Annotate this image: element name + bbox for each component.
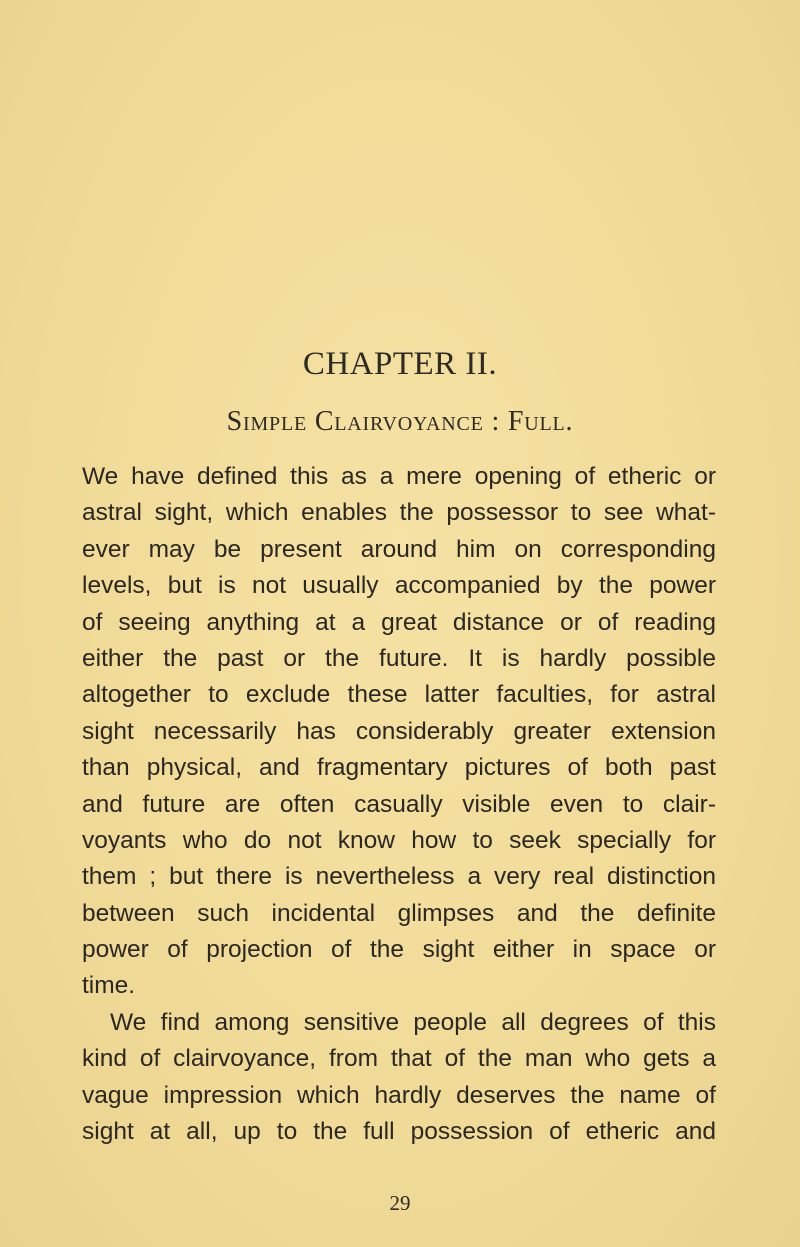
text-line: altogether to exclude these latter faculties, for astral: [82, 681, 716, 709]
text-line: of seeing anything at a great distance or of reading: [82, 608, 716, 636]
text-line: between such incidental glimpses and the definite: [82, 899, 716, 927]
chapter-heading: CHAPTER II.: [302, 346, 498, 382]
text-line: either the past or the future. It is hardly possible: [82, 644, 716, 672]
text-line: We have defined this as a mere opening of etheric or: [82, 463, 716, 490]
text-line: power of projection of the sight either in space or: [82, 936, 716, 964]
body-text: [82, 459, 716, 1150]
text-line: levels, but is not usually accompanied by the power: [82, 572, 716, 600]
text-line: vague impression which hardly deserves the name of: [82, 1081, 716, 1109]
text-line: We find among sensitive people all degrees of this: [110, 1008, 716, 1036]
text-line: than physical, and fragmentary pictures of both past: [82, 754, 716, 782]
chapter-subtitle: Simple Clairvoyance : Full.: [226, 406, 574, 437]
text-line: voyants who do not know how to seek specially for: [82, 826, 716, 854]
text-line: sight at all, up to the full possession of etheric and: [82, 1118, 716, 1146]
text-line: sight necessarily has considerably greater extension: [82, 717, 716, 745]
text-line: time.: [82, 972, 136, 1000]
text-line: ever may be present around him on corresponding: [82, 535, 716, 563]
page-number: 29: [389, 1191, 411, 1215]
text-line: and future are often casually visible even to clair-: [82, 790, 716, 818]
text-line: astral sight, which enables the possessor to see what-: [82, 499, 716, 527]
text-line: them ; but there is nevertheless a very real distinction: [82, 863, 716, 891]
text-line: kind of clairvoyance, from that of the man who gets a: [82, 1045, 716, 1073]
